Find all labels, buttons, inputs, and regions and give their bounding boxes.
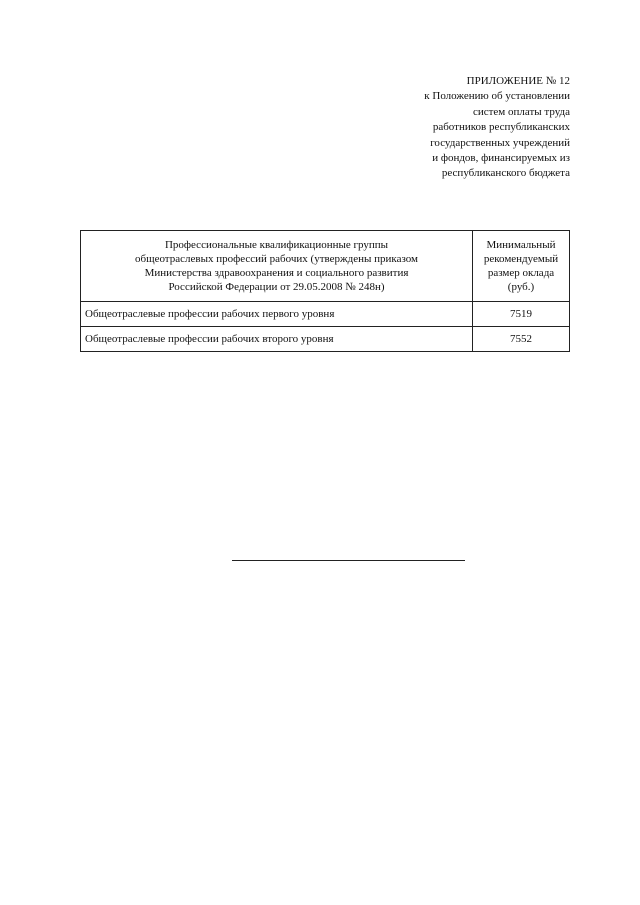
row-group-name: Общеотраслевые профессии рабочих первого уровня bbox=[81, 302, 473, 327]
header-minimum-salary: Минимальный рекомендуемый размер оклада (руб.) bbox=[473, 231, 570, 302]
row-salary-value: 7552 bbox=[473, 327, 570, 352]
table-row bbox=[81, 327, 570, 352]
appendix-line: систем оплаты труда bbox=[472, 105, 570, 118]
appendix-line: государственных учреждений bbox=[430, 136, 570, 149]
salary-table bbox=[80, 230, 570, 352]
appendix-line: к Положению об установлении bbox=[424, 90, 570, 103]
row-group-name: Общеотраслевые профессии рабочих второго уровня bbox=[81, 327, 473, 352]
table-header-row bbox=[81, 231, 570, 302]
appendix-header bbox=[330, 74, 570, 182]
table-row bbox=[81, 302, 570, 327]
appendix-line: работников республиканских bbox=[432, 121, 570, 134]
appendix-line: республиканского бюджета bbox=[441, 167, 570, 180]
row-salary-value: 7519 bbox=[473, 302, 570, 327]
appendix-line: и фондов, финансируемых из bbox=[432, 152, 570, 165]
appendix-title: ПРИЛОЖЕНИЕ № 12 bbox=[466, 75, 570, 87]
end-divider-line bbox=[232, 560, 465, 561]
header-qualification-groups: Профессиональные квалификационные группы общеотраслевых профессий рабочих (утверждены приказом Министерства здравоохранения и социального развития Российской Федерации от 29.05.2008 № 248н) bbox=[81, 231, 473, 302]
